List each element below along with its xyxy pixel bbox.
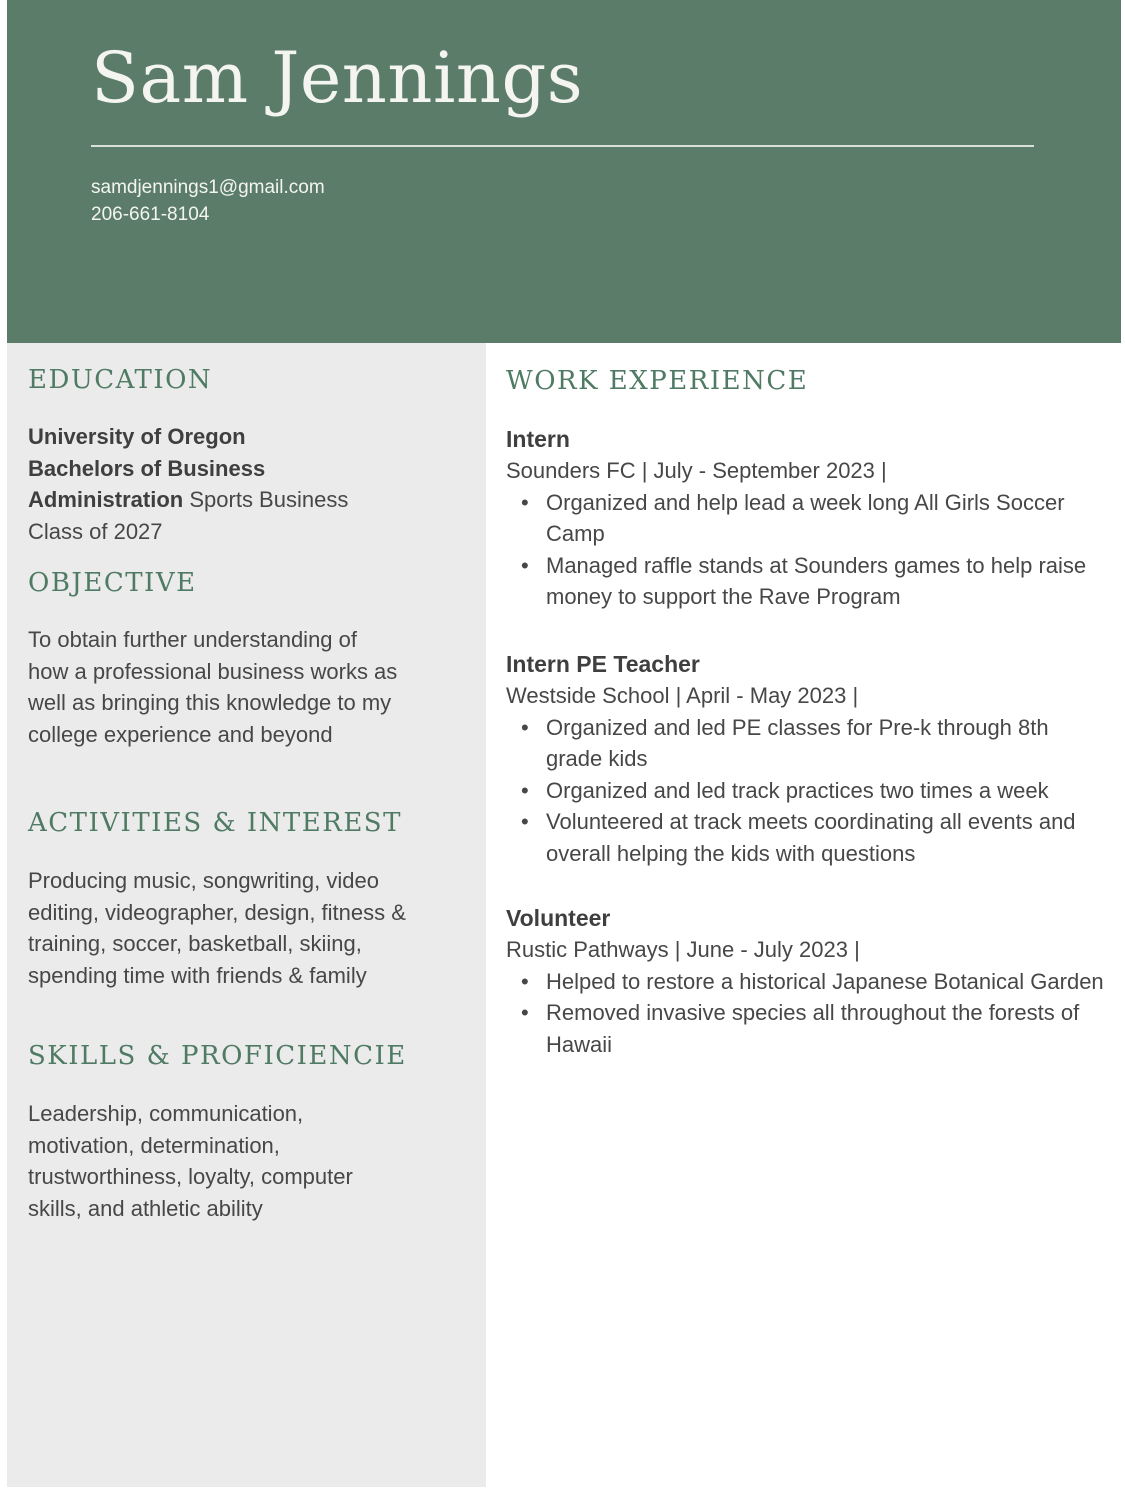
job-entry xyxy=(506,902,1106,1060)
job-bullet xyxy=(506,806,1106,869)
job-bullet-text: Removed invasive species all throughout the forests of Hawaii xyxy=(546,1000,1080,1057)
job-bullet xyxy=(506,966,1106,998)
education-focus: Sports Business xyxy=(189,487,349,512)
contact-email: samdjennings1@gmail.com xyxy=(91,177,325,198)
job-entry xyxy=(506,648,1106,869)
education-heading: EDUCATION xyxy=(28,365,213,395)
skills-heading: SKILLS & PROFICIENCIE xyxy=(28,1041,407,1071)
education-class-year: Class of 2027 xyxy=(28,518,163,544)
bullet-icon: • xyxy=(521,1000,529,1025)
job-bullet-text: Managed raffle stands at Sounders games to help raise money to support the Rave Program xyxy=(546,552,1087,609)
job-bullet-text: Volunteered at track meets coordinating all events and overall helping the kids with questions xyxy=(546,809,1076,866)
resume-page xyxy=(7,0,1121,1487)
job-bullet xyxy=(506,775,1106,807)
skills-text: Leadership, communication, motivation, determination, trustworthiness, loyalty, computer skills, and athletic ability xyxy=(28,1101,353,1221)
education-details xyxy=(28,421,358,547)
education-degree: Bachelors of Business Administration xyxy=(28,455,266,512)
objective-heading: OBJECTIVE xyxy=(28,568,197,598)
activities-heading: ACTIVITIES & INTEREST xyxy=(28,808,402,838)
bullet-icon: • xyxy=(521,489,529,515)
education-school: University of Oregon xyxy=(28,424,246,449)
job-title: Volunteer xyxy=(506,905,611,931)
bullet-icon: • xyxy=(521,968,529,994)
job-entry xyxy=(506,423,1106,613)
job-bullet xyxy=(506,712,1106,775)
bullet-icon: • xyxy=(521,552,529,578)
header-divider xyxy=(91,145,1034,147)
job-title: Intern PE Teacher xyxy=(506,651,700,677)
job-bullet-text: Organized and led track practices two times a week xyxy=(546,777,1049,803)
job-bullet-list xyxy=(506,487,1106,613)
activities-text: Producing music, songwriting, video editing, videographer, design, fitness & training, soccer, basketball, skiing, spending time with friends & family xyxy=(28,868,406,988)
contact-phone: 206-661-8104 xyxy=(91,204,210,225)
job-meta: Westside School | April - May 2023 | xyxy=(506,683,859,708)
objective-text: To obtain further understanding of how a professional business works as well as bringing this knowledge to my college experience and beyond xyxy=(28,627,398,747)
job-meta: Sounders FC | July - September 2023 | xyxy=(506,458,887,483)
job-meta: Rustic Pathways | June - July 2023 | xyxy=(506,937,860,962)
job-bullet-text: Organized and led PE classes for Pre-k through 8th grade kids xyxy=(546,714,1049,771)
job-bullet-list xyxy=(506,712,1106,870)
resume-header xyxy=(7,0,1121,343)
work-experience-heading: WORK EXPERIENCE xyxy=(506,366,809,396)
job-bullet xyxy=(506,997,1106,1060)
job-bullet-text: Helped to restore a historical Japanese Botanical Garden xyxy=(546,968,1104,994)
bullet-icon: • xyxy=(521,809,529,834)
contact-info xyxy=(91,174,325,228)
job-bullet xyxy=(506,487,1106,550)
candidate-name: Sam Jennings xyxy=(91,37,584,119)
bullet-icon: • xyxy=(521,714,529,740)
job-bullet-list xyxy=(506,966,1106,1061)
job-title: Intern xyxy=(506,426,570,452)
bullet-icon: • xyxy=(521,777,529,803)
job-bullet-text: Organized and help lead a week long All Girls Soccer Camp xyxy=(546,489,1065,546)
main-column xyxy=(486,343,1121,1487)
job-bullet xyxy=(506,550,1106,613)
left-sidebar xyxy=(7,343,486,1487)
